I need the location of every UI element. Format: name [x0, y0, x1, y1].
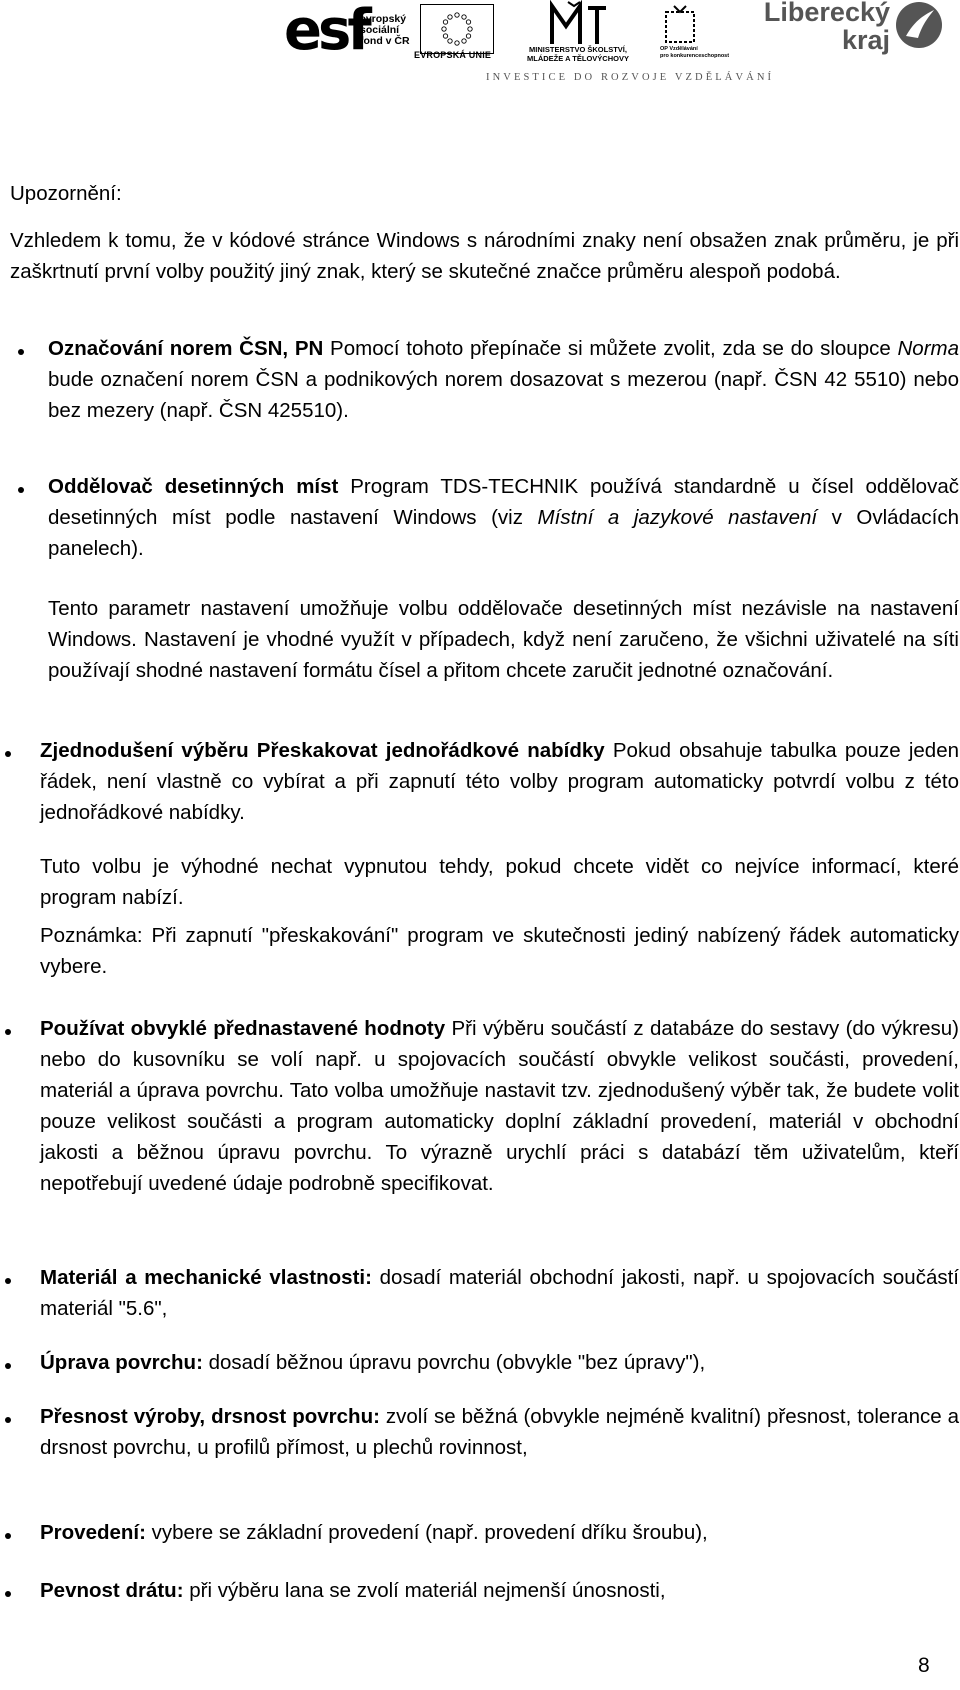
- item-text: Při výběru součástí z databáze do sestavy (do výkresu) nebo do kusovníku se volí např. u spojovacích součástí obvykle velikost součásti, provedení, materiál a úprava povrchu. Tato volba umožňuje nastavit tzv. zjednodušený výběr tak, že budete volit pouze velikost součásti a program automaticky doplní základní provedení, materiál v obchodní jakosti a běžnou úpravu povrchu. To výrazně urychlí práci s databází těm uživatelům, kteří nepotřebují uvedené údaje podrobně specifikovat.: [40, 1017, 959, 1195]
- eu-stars-icon: [421, 5, 493, 53]
- list-item-wire-strength: [40, 1575, 959, 1606]
- notice-text: Vzhledem k tomu, že v kódové stránce Windows s národními znaky není obsažen znak průměru, je při zaškrtnutí první volby použitý jiný znak, který se skutečné značce průměru alespoň podobá.: [10, 229, 959, 283]
- bullet-dot: [5, 1278, 11, 1284]
- item-title: Provedení:: [40, 1521, 146, 1544]
- item-title: Používat obvyklé přednastavené hodnoty: [40, 1017, 446, 1040]
- item-title: Pevnost drátu:: [40, 1579, 184, 1602]
- list-item-design: [40, 1517, 959, 1548]
- bullet-dot: [5, 1533, 11, 1539]
- simplified-selection-note: Tuto volbu je výhodné nechat vypnutou tehdy, pokud chcete vidět co nejvíce informací, které program nabízí.: [40, 855, 959, 909]
- liberecky-kraj-emblem-icon: [896, 2, 942, 48]
- item-italic: Norma: [897, 337, 959, 360]
- bullet-dot: [5, 751, 11, 757]
- list-item-precision: [40, 1401, 959, 1463]
- item-text: vybere se základní provedení (např. provedení dříku šroubu),: [145, 1521, 708, 1544]
- simplified-selection-remark: Poznámka: Při zapnutí "přeskakování" program ve skutečnosti jediný nabízený řádek automaticky vybere.: [40, 924, 959, 978]
- item-text: dosadí běžnou úpravu povrchu (obvykle "bez úpravy"),: [202, 1351, 706, 1374]
- item-text: v Ovládacích panelech).: [48, 506, 959, 560]
- list-item-surface-finish: [40, 1347, 959, 1378]
- list-item-simplified-selection: [40, 735, 959, 828]
- notice-heading: Upozornění:: [10, 182, 122, 205]
- item-title: Materiál a mechanické vlastnosti:: [40, 1266, 372, 1289]
- bullet-dot: [5, 1029, 11, 1035]
- item-title: Zjednodušení výběru Přeskakovat jednořádkové nabídky: [40, 739, 605, 762]
- esf-logo: esf: [284, 0, 368, 63]
- item-title: Oddělovač desetinných míst: [48, 475, 339, 498]
- msmt-caption: MINISTERSTVO ŠKOLSTVÍ, MLÁDEŽE A TĚLOVÝCHOVY: [527, 45, 629, 63]
- item-italic: Místní a jazykové nastavení: [537, 506, 818, 529]
- opvk-caption: OP Vzdělávání pro konkurenceschopnost: [660, 46, 730, 59]
- item-title: Přesnost výroby, drsnost povrchu:: [40, 1405, 380, 1428]
- page-number: 8: [918, 1654, 930, 1677]
- item-text: bude označení norem ČSN a podnikových norem dosazovat s mezerou (např. ČSN 42 5510) nebo bez mezery (např. ČSN 425510).: [48, 368, 959, 422]
- bullet-dot: [18, 487, 24, 493]
- list-item-default-values: [40, 1013, 959, 1199]
- item-title: Úprava povrchu:: [40, 1351, 203, 1374]
- liberecky-kraj-logo-text: Liberecký kraj: [763, 0, 890, 55]
- bullet-dot: [5, 1363, 11, 1369]
- opvk-logo: [660, 2, 700, 46]
- item-text: dosadí materiál obchodní jakosti, např. u spojovacích součástí materiál "5.6",: [40, 1266, 959, 1320]
- msmt-logo: [548, 0, 610, 46]
- eu-caption: EVROPSKÁ UNIE: [414, 50, 492, 60]
- item-text: Program TDS-TECHNIK používá standardně u čísel oddělovač desetinných míst podle nastavení Windows (viz: [48, 475, 959, 529]
- bullet-dot: [18, 349, 24, 355]
- bullet-dot: [5, 1591, 11, 1597]
- list-item-norm-marking: [48, 333, 959, 426]
- item-text: zvolí se běžná (obvykle nejméně kvalitní) přesnost, tolerance a drsnost povrchu, u profilů přímost, u plechů rovinnost,: [40, 1405, 959, 1459]
- list-item-material: [40, 1262, 959, 1324]
- decimal-separator-note: Tento parametr nastavení umožňuje volbu oddělovače desetinných míst nezávisle na nastavení Windows. Nastavení je vhodné využít v případech, když není zaručeno, že všichni uživatelé na síti používají shodné nastavení formátu čísel a přitom chcete zaručit jednotné označování.: [48, 597, 959, 682]
- item-text: při výběru lana se zvolí materiál nejmenší únosnosti,: [183, 1579, 666, 1602]
- item-text: Pomocí tohoto přepínače si můžete zvolit, zda se do sloupce: [323, 337, 898, 360]
- bullet-dot: [5, 1417, 11, 1423]
- esf-logo-text: evropský sociální fond v ČR: [360, 13, 410, 47]
- item-text: Pokud obsahuje tabulka pouze jeden řádek, není vlastně co vybírat a při zapnutí této volby program automaticky potvrdí volbu z této jednořádkové nabídky.: [40, 739, 960, 824]
- list-item-decimal-separator: [48, 471, 959, 564]
- investment-tagline: INVESTICE DO ROZVOJE VZDĚLÁVÁNÍ: [486, 72, 775, 83]
- eu-flag-logo: [420, 4, 494, 54]
- item-title: Označování norem ČSN, PN: [48, 337, 324, 360]
